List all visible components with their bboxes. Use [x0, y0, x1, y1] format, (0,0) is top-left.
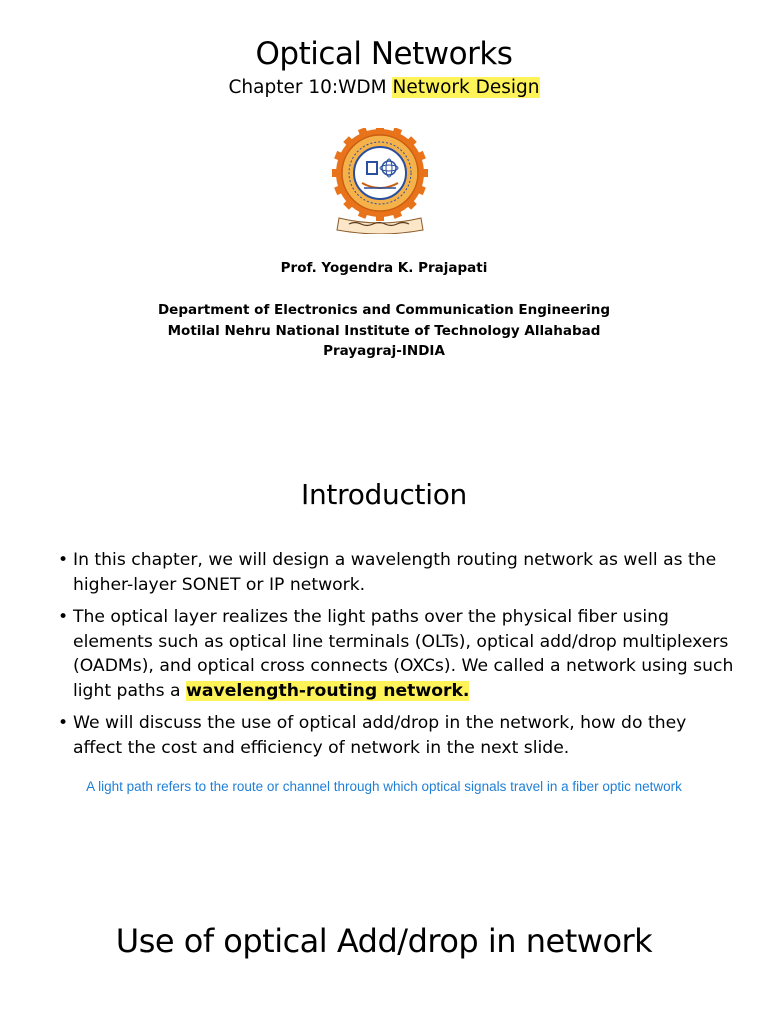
title-slide	[0, 0, 768, 432]
institute-location: Prayagraj-INDIA	[323, 343, 445, 359]
subtitle-prefix: Chapter 10:WDM	[228, 77, 393, 98]
add-drop-slide	[0, 864, 768, 1024]
bullet-item	[58, 711, 738, 760]
subtitle-suffix: n	[527, 77, 540, 98]
bullet-text: In this chapter, we will design a wavelength routing network as well as the higher-layer SONET or IP network.	[73, 550, 717, 595]
slide-title: Use of optical Add/drop in network	[115, 922, 653, 960]
institute-name: Motilal Nehru National Institute of Technology Allahabad	[167, 322, 601, 339]
subtitle-highlight: Network Desig	[392, 77, 528, 98]
bullet-list	[58, 548, 738, 768]
bullet-text: We will discuss the use of optical add/drop in the network, how do they affect the cost and efficiency of network in the next slide.	[73, 713, 687, 758]
bullet-item	[58, 605, 738, 703]
chapter-subtitle	[0, 77, 768, 98]
department-name: Department of Electronics and Communication Engineering	[157, 302, 611, 318]
introduction-slide	[0, 432, 768, 864]
bullet-dot-icon: •	[58, 713, 69, 733]
bullet-highlight: wavelength-routing network.	[186, 680, 470, 701]
slide-title: Introduction	[301, 478, 467, 511]
bullet-item	[58, 548, 738, 597]
affiliation-block	[0, 300, 768, 362]
author-name: Prof. Yogendra K. Prajapati	[280, 260, 488, 276]
bullet-dot-icon: •	[58, 607, 69, 627]
light-path-note: A light path refers to the route or channel through which optical signals travel in a fiber optic network	[86, 779, 682, 794]
bullet-text: The optical layer realizes the light paths over the physical fiber using elements such as optical line terminals (OLTs), optical add/drop multiplexers (OADMs), and optical cross connects (OXCs). We called a network using such light paths a	[73, 607, 734, 701]
institute-emblem-icon	[331, 128, 429, 234]
presentation-title: Optical Networks	[255, 36, 513, 72]
bullet-dot-icon: •	[58, 550, 69, 570]
